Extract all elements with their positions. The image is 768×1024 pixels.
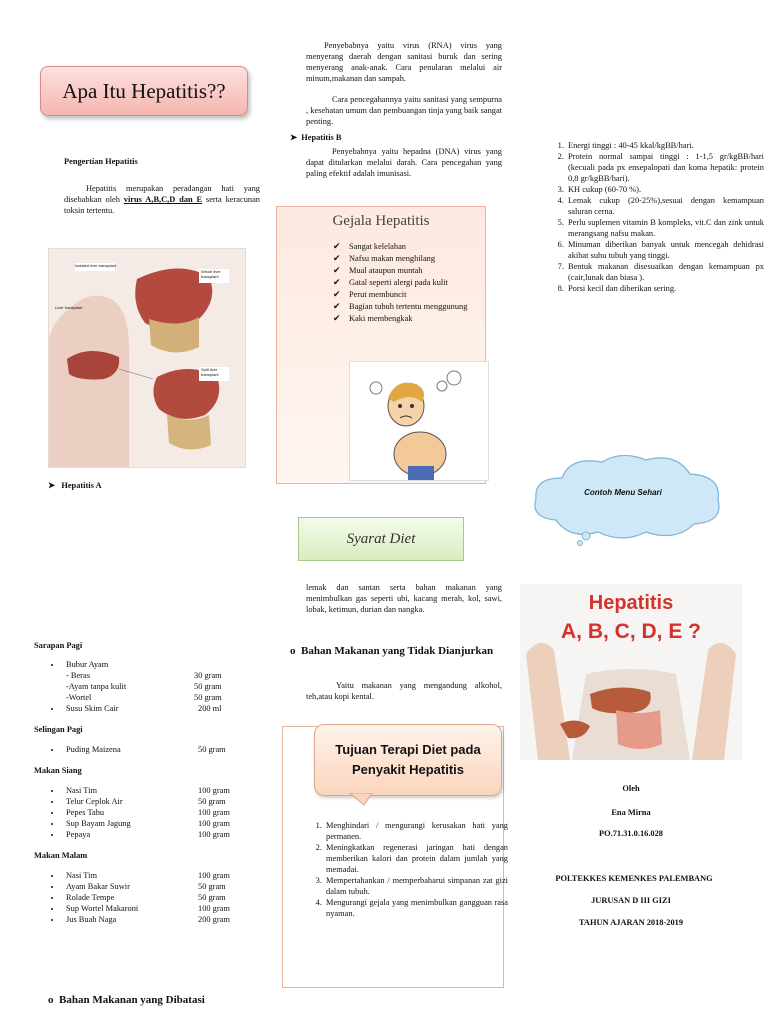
list-item: • Sup Bayam Jagung 100 gram	[62, 818, 264, 829]
author-name: Ena Mirna	[611, 808, 651, 817]
cloud-shape	[526, 450, 726, 546]
gejala-box	[276, 206, 486, 484]
sarapan-heading: Sarapan Pagi	[34, 641, 83, 650]
list-item: • Puding Maizena 50 gram	[62, 744, 264, 755]
list-item: • Bubur Ayam	[62, 659, 264, 670]
jurusan: JURUSAN D III GIZI	[591, 896, 671, 905]
list-item: • Nasi Tim 100 gram	[62, 870, 264, 881]
list-item: • Telur Ceplok Air 50 gram	[62, 796, 264, 807]
cartoon-image	[350, 362, 488, 480]
list-item: 3. KH cukup (60-70 %).	[566, 184, 764, 195]
syarat-title: Syarat Diet	[346, 530, 416, 547]
list-item: • Pepaya 100 gram	[62, 829, 264, 840]
tidak-dianjurkan-text: Yaitu makanan yang mengandung alkohol, teh,atau kopi kental.	[306, 681, 502, 701]
list-item: • Jus Buah Naga 200 gram	[62, 914, 264, 925]
cloud-text: Contoh Menu Sehari	[584, 488, 662, 497]
list-item: • Ayam Bakar Suwir 50 gram	[62, 881, 264, 892]
page-title: Apa Itu Hepatitis??	[62, 78, 226, 103]
list-item: • Pepes Tahu 100 gram	[62, 807, 264, 818]
hepatitis-b-heading: ➤ Hepatitis B	[290, 133, 342, 142]
title-box	[40, 66, 248, 116]
circle-bullet-icon: o	[48, 994, 54, 1006]
list-item: -Wortel 50 gram	[66, 693, 222, 702]
list-item: 5. Perlu suplemen vitamin B kompleks, vit.C dan zink untuk merangsang nafsu makan.	[566, 217, 764, 239]
list-item: • Rolade Tempe 50 gram	[62, 892, 264, 903]
arrow-bullet-icon: ➤	[290, 133, 298, 142]
list-item: • Susu Skim Cair 200 ml	[62, 703, 264, 714]
list-item: ✔ Kaki membengkak	[333, 313, 479, 324]
image-label: Whole liver transplant	[201, 269, 221, 279]
list-item: ✔ Bagian tubuh tertentu menggunung	[333, 301, 479, 312]
malam-heading: Makan Malam	[34, 851, 88, 860]
institution: POLTEKKES KEMENKES PALEMBANG	[555, 874, 713, 883]
list-item: - Beras 30 gram	[66, 671, 222, 680]
sick-man-cartoon	[349, 361, 489, 481]
tujuan-callout	[314, 724, 502, 796]
list-item: ✔ Sangat kelelahan	[333, 241, 479, 252]
hepatitis-a-heading: ➤ Hepatitis A	[48, 481, 102, 490]
tidak-dianjurkan-heading: o Bahan Makanan yang Tidak Dianjurkan	[290, 645, 494, 657]
oleh-label: Oleh	[622, 784, 640, 793]
list-item: ✔ Gatal seperti alergi pada kulit	[333, 277, 479, 288]
poster-subtitle: A, B, C, D, E ?	[560, 620, 701, 643]
list-item: • Sup Wortel Makaroni 100 gram	[62, 903, 264, 914]
gejala-title: Gejala Hepatitis	[332, 213, 430, 229]
liver-transplant-illustration	[48, 248, 246, 468]
hepatitis-poster	[520, 584, 742, 760]
list-item: 7. Bentuk makanan disesuaikan dengan kemampuan px (cair,lunak dan biasa ).	[566, 261, 764, 283]
pengertian-text: Hepatitis merupakan peradangan hati yang disebabkan oleh virus A,B,C,D dan E serta keracunan toksin tertentu.	[64, 184, 260, 215]
image-label: Liver transplant	[55, 305, 83, 310]
list-item: 1. Energi tinggi : 40-45 kkal/kgBB/hari.	[566, 140, 764, 151]
list-item: • Nasi Tim 100 gram	[62, 785, 264, 796]
lemak-text: lemak dan santan serta bahan makanan yang menimbulkan gas seperti ubi, kacang merah, kol, sawi, lobak, ketimun, durian dan nangka.	[306, 583, 502, 614]
list-item: 8. Porsi kecil dan diberikan sering.	[566, 283, 764, 294]
pengertian-heading: Pengertian Hepatitis	[64, 157, 138, 166]
hep-a-prevention-text: Cara pencegahannya yaitu sanitasi yang sempurna , kesehatan umum dan pembuangan tinja yang baik sangat penting.	[306, 95, 502, 126]
image-label: Split liver transplant	[201, 367, 219, 377]
selingan-heading: Selingan Pagi	[34, 725, 83, 734]
list-item: 4. Lemak cukup (20-25%),sesuai dengan kemampuan saluran cerna.	[566, 195, 764, 217]
list-item: 2. Protein normal sampai tinggi : 1-1,5 gr/kgBB/hari (kecuali pada px ensepalopati dan koma hepatik: protein 0,8 gr/kgBB/hari).	[566, 151, 764, 184]
syarat-diet-list	[546, 140, 764, 294]
list-item: 1. Menghindari / mengurangi kerusakan hati yang permanen.	[324, 820, 508, 842]
list-item: ✔ Nafsu makan menghilang	[333, 253, 479, 264]
list-item: 2. Meningkatkan regenerasi jaringan hati dengan memberikan kalori dan protein dalam jumlah yang memadai.	[324, 842, 508, 875]
hep-b-text: Penyebabnya yaitu hepadna (DNA) virus yang dapat ditularkan melalui darah. Cara pencegahan yang paling efektif adalah imunisasi.	[306, 147, 502, 178]
circle-bullet-icon: o	[290, 645, 296, 657]
author-nim: PO.71.31.0.16.028	[599, 829, 663, 838]
poster-title: Hepatitis	[588, 592, 674, 614]
list-item: 6. Minuman diberikan banyak untuk mencegah dehidrasi akibat suhu tubuh yang tinggi.	[566, 239, 764, 261]
hep-a-cause-text: Penyebabnya yaitu virus (RNA) virus yang menyerang daerah dengan sanitasi buruk dan sering menyerang anak-anak. Cara penularan melalui air minum,makanan dan sampah.	[306, 41, 502, 83]
virus-highlight: virus A,B,C,D dan E	[123, 195, 203, 204]
list-item: -Ayam tanpa kulit 50 gram	[66, 682, 222, 691]
siang-heading: Makan Siang	[34, 766, 82, 775]
tahun-ajaran: TAHUN AJARAN 2018-2019	[578, 918, 684, 927]
syarat-diet-box	[298, 517, 464, 561]
gejala-list	[333, 241, 479, 325]
menu-section	[34, 640, 264, 925]
arrow-bullet-icon: ➤	[48, 481, 56, 490]
dibatasi-heading: o Bahan Makanan yang Dibatasi	[48, 994, 205, 1006]
list-item: ✔ Mual ataupun muntah	[333, 265, 479, 276]
list-item: ✔ Perut membuncit	[333, 289, 479, 300]
tujuan-list	[304, 820, 508, 919]
image-label: Isolated liver transplant	[75, 263, 117, 268]
tujuan-title: Tujuan Terapi Diet pada Penyakit Hepatitis	[335, 742, 481, 777]
list-item: 4. Mengurangi gejala yang menimbulkan gangguan rasa nyaman.	[324, 897, 508, 919]
callout-tail-icon	[350, 793, 380, 807]
liver-illustration-image	[49, 249, 245, 467]
list-item: 3. Mempertahankan / memperbaharui simpanan zat gizi dalam tubuh.	[324, 875, 508, 897]
